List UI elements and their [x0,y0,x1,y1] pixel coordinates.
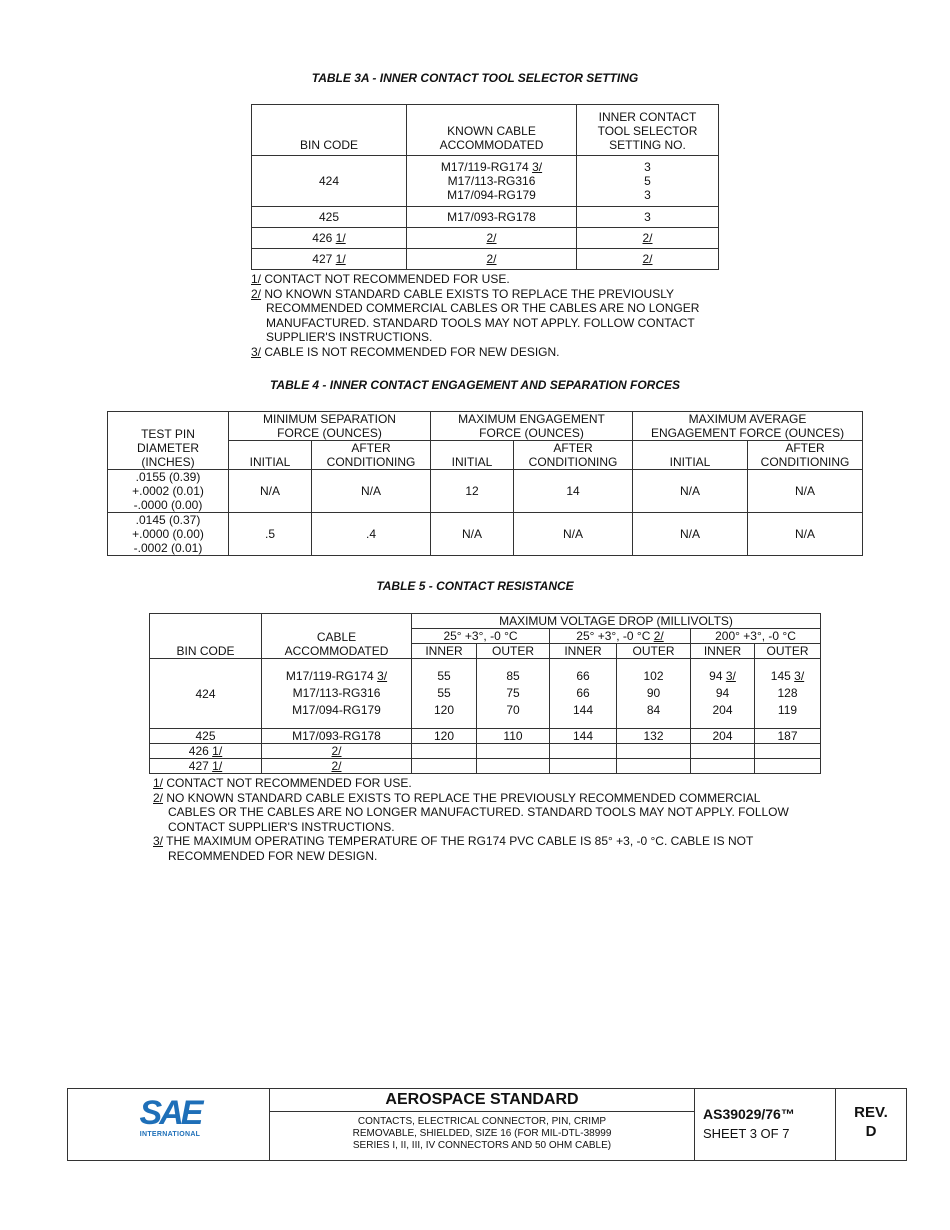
bin-code: 427 1/ [252,249,407,270]
value-cell: N/A [748,470,863,513]
standard-description: CONTACTS, ELECTRICAL CONNECTOR, PIN, CRIMP REMOVABLE, SHIELDED, SIZE 16 (FOR MIL-DTL-38999 SERIES I, II, III, IV CONNECTORS AND 50 OHM CABLE) [352,1116,612,1151]
temp-header: 200° +3°, -0 °C [691,629,821,644]
diameter-cell: .0155 (0.39) +.0002 (0.01) -.0000 (0.00) [108,470,229,513]
rev-value: D [865,1123,877,1140]
table-row [252,249,719,270]
temp-header: 25° +3°, -0 °C 2/ [550,629,691,644]
value-cell: 66 66 144 [550,659,617,729]
cable-cell: M17/119-RG174 3/ M17/113-RG316 M17/094-RG179 [262,659,412,729]
doc-number-cell [695,1089,836,1160]
value-cell: 14 [514,470,633,513]
temp-header: 25° +3°, -0 °C [412,629,550,644]
table-row [108,513,863,556]
cable-cell: 2/ [407,249,577,270]
value-cell: N/A [514,513,633,556]
header-outer: OUTER [477,644,550,659]
note: 3/ CABLE IS NOT RECOMMENDED FOR NEW DESIGN. [251,344,560,359]
table3a-title: TABLE 3A - INNER CONTACT TOOL SELECTOR SETTING [311,71,639,85]
table5-notes [153,776,803,863]
header-initial: INITIAL [633,441,748,470]
value-cell: 187 [755,729,821,744]
rev-cell [836,1089,906,1160]
table5 [149,613,821,774]
rev-label: REV. [854,1104,888,1121]
note: 1/ CONTACT NOT RECOMMENDED FOR USE. [153,776,412,790]
header-after: AFTER CONDITIONING [514,441,633,470]
table-row [150,729,821,744]
table-row [150,759,821,774]
table5-header-bin: BIN CODE [150,614,262,659]
value-cell: N/A [633,470,748,513]
value-cell: N/A [312,470,431,513]
title-cell [270,1089,695,1160]
table4-title: TABLE 4 - INNER CONTACT ENGAGEMENT AND SEPARATION FORCES [269,378,680,392]
header-inner: INNER [550,644,617,659]
logo-cell [68,1089,270,1160]
setting-cell: 3 [577,207,719,228]
table3a-header-cable: KNOWN CABLE ACCOMMODATED [407,105,577,156]
value-cell: 55 55 120 [412,659,477,729]
table4-group-max-average: MAXIMUM AVERAGE ENGAGEMENT FORCE (OUNCES) [633,412,863,441]
note: 3/ THE MAXIMUM OPERATING TEMPERATURE OF THE RG174 PVC CABLE IS 85° +3, -0 °C. CABLE IS NOT RECOMMENDED FOR NEW DESIGN. [153,834,754,863]
document-footer [67,1088,907,1161]
value-cell: 94 3/ 94 204 [691,659,755,729]
setting-cell: 3 5 3 [577,156,719,207]
value-cell: 145 3/ 128 119 [755,659,821,729]
sae-logo: SAE INTERNATIONAL [139,1094,201,1138]
table5-header-cable: CABLE ACCOMMODATED [262,614,412,659]
bin-code: 426 1/ [150,744,262,759]
cable-cell: M17/093-RG178 [407,207,577,228]
diameter-cell: .0145 (0.37) +.0000 (0.00) -.0002 (0.01) [108,513,229,556]
header-initial: INITIAL [229,441,312,470]
value-cell: 102 90 84 [617,659,691,729]
standard-title: AEROSPACE STANDARD [270,1089,694,1112]
header-initial: INITIAL [431,441,514,470]
header-inner: INNER [691,644,755,659]
cable-cell: 2/ [407,228,577,249]
cable-cell: M17/093-RG178 [262,729,412,744]
value-cell: 120 [412,729,477,744]
table5-group-header: MAXIMUM VOLTAGE DROP (MILLIVOLTS) [412,614,821,629]
note: 2/ NO KNOWN STANDARD CABLE EXISTS TO REPLACE THE PREVIOUSLY RECOMMENDED COMMERCIAL CABLES OR THE CABLES ARE NO LONGER MANUFACTURED. STANDARD TOOLS MAY NOT APPLY. FOLLOW CONTACT SUPPLIER'S INSTRUCTIONS. [153,790,789,834]
bin-code: 426 1/ [252,228,407,249]
value-cell: N/A [748,513,863,556]
sheet-number: SHEET 3 OF 7 [703,1126,790,1141]
table4-group-min-separation: MINIMUM SEPARATION FORCE (OUNCES) [229,412,431,441]
value-cell: .4 [312,513,431,556]
header-after: AFTER CONDITIONING [312,441,431,470]
value-cell: 85 75 70 [477,659,550,729]
cable-cell: M17/119-RG174 3/ M17/113-RG316 M17/094-RG179 [407,156,577,207]
value-cell: N/A [633,513,748,556]
table-row [252,156,719,207]
table3a-header-bin: BIN CODE [252,105,407,156]
value-cell: 132 [617,729,691,744]
table3a-notes [251,272,721,359]
table4-header-test-pin: TEST PIN DIAMETER (INCHES) [108,412,229,470]
table4-group-max-engagement: MAXIMUM ENGAGEMENT FORCE (OUNCES) [431,412,633,441]
table3a [251,104,719,270]
bin-code: 427 1/ [150,759,262,774]
value-cell: 144 [550,729,617,744]
value-cell: N/A [431,513,514,556]
bin-code: 424 [252,156,407,207]
setting-cell: 2/ [577,228,719,249]
doc-number: AS39029/76™ [703,1106,795,1122]
bin-code: 425 [252,207,407,228]
header-outer: OUTER [755,644,821,659]
table-row [252,207,719,228]
value-cell: 110 [477,729,550,744]
cable-cell: 2/ [262,744,412,759]
bin-code: 424 [150,659,262,729]
value-cell: .5 [229,513,312,556]
bin-code: 425 [150,729,262,744]
table-row [108,470,863,513]
setting-cell: 2/ [577,249,719,270]
header-after: AFTER CONDITIONING [748,441,863,470]
note: 1/ CONTACT NOT RECOMMENDED FOR USE. [251,272,510,286]
note: 2/ NO KNOWN STANDARD CABLE EXISTS TO REPLACE THE PREVIOUSLY RECOMMENDED COMMERCIAL CABLES OR THE CABLES ARE NO LONGER MANUFACTURED. STANDARD TOOLS MAY NOT APPLY. FOLLOW CONTACT SUPPLIER'S INSTRUCTIONS. [251,286,700,344]
header-outer: OUTER [617,644,691,659]
table-row [150,744,821,759]
table3a-header-setting: INNER CONTACT TOOL SELECTOR SETTING NO. [577,105,719,156]
table-row [252,228,719,249]
cable-cell: 2/ [262,759,412,774]
value-cell: 12 [431,470,514,513]
value-cell: N/A [229,470,312,513]
header-inner: INNER [412,644,477,659]
table4 [107,411,863,556]
value-cell: 204 [691,729,755,744]
table-row [150,659,821,729]
table5-title: TABLE 5 - CONTACT RESISTANCE [376,579,574,593]
